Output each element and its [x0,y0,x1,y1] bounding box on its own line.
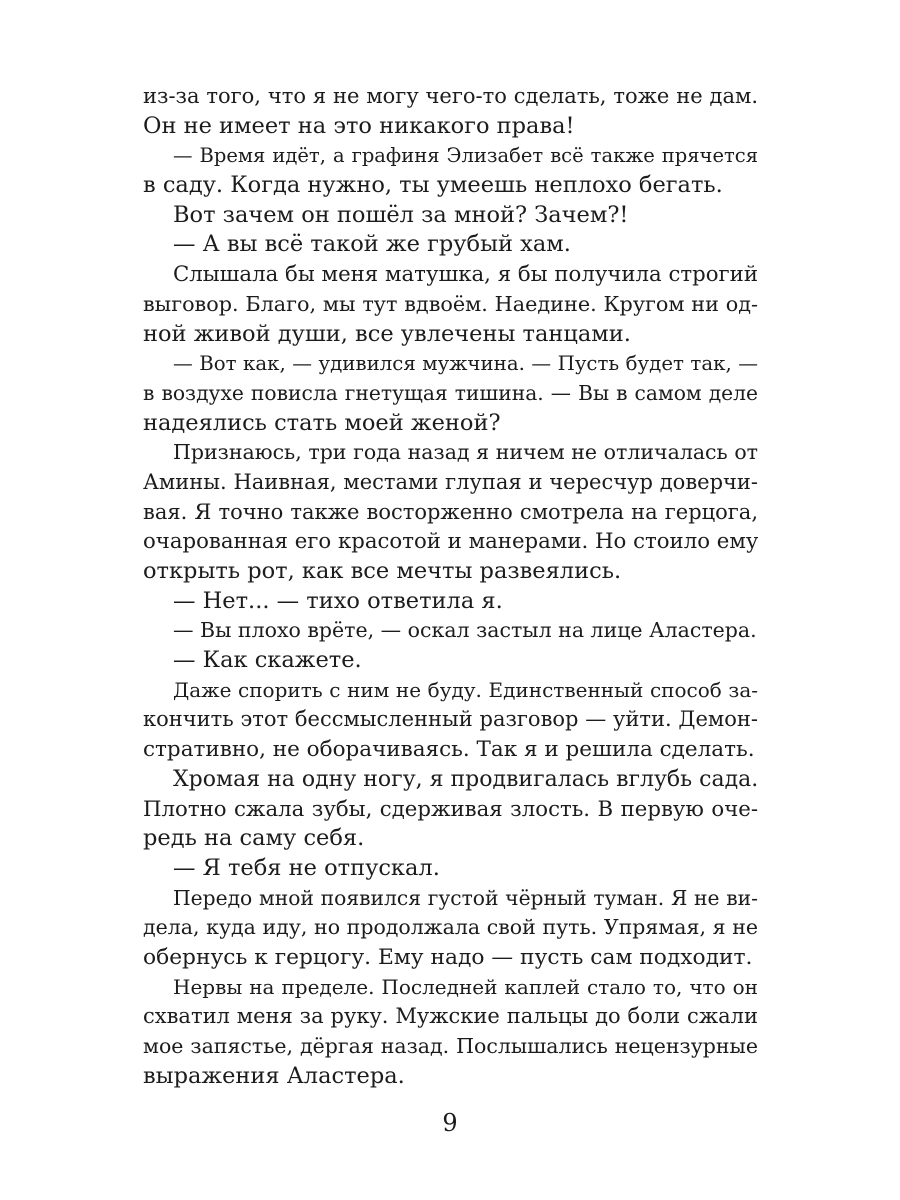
text-line: мое запястье, дёргая назад. Послышались нецензурные [143,1034,758,1058]
text-line: очарованная его красотой и манерами. Но стоило ему [143,529,758,555]
text-line: Даже спорить с ним не буду. Единственный способ за- [173,677,758,702]
text-line: кончить этот бессмысленный разговор — уйти. Демон- [143,707,758,732]
text-line: стративно, не оборачиваясь. Так я и решила сделать. [143,737,755,763]
text-line: Вот зачем он пошёл за мной? Зачем?! [173,201,629,228]
text-line: в воздухе повисла гнетущая тишина. — Вы в самом деле [143,380,758,405]
text-line: — Я тебя не отпускал. [173,854,440,881]
text-line: Нервы на пределе. Последней каплей стало то, что он [173,974,758,999]
text-line: из-за того, что я не могу чего-то сделать, тоже не дам. [143,84,758,108]
text-line: — Вы плохо врёте, — оскал застыл на лице Аластера. [173,618,757,643]
text-line: в саду. Когда нужно, ты умеешь неплохо бегать. [143,172,723,199]
text-line: редь на саму себя. [143,825,365,852]
text-line: обернусь к герцогу. Ему надо — пусть сам подходит. [143,944,753,970]
text-line: Плотно сжала зубы, сдерживая злость. В первую оче- [143,796,758,822]
text-line: Слышала бы меня матушка, я бы получила строгий [173,262,758,288]
text-line: Признаюсь, три года назад я ничем не отличалась от [173,440,758,465]
text-line: схватил меня за руку. Мужские пальцы до боли сжали [143,1004,758,1029]
text-line: — Время идёт, а графиня Элизабет всё также прячется [173,144,758,168]
body-text [143,82,758,1091]
text-line: дела, куда иду, но продолжала свой путь. Упрямая, я не [143,915,758,940]
page-number: 9 [442,1109,458,1137]
text-line: вая. Я точно также восторженно смотрела на герцога, [143,499,758,524]
text-line: Хромая на одну ногу, я продвигалась вглубь сада. [173,766,758,792]
text-line: выражения Аластера. [143,1062,405,1089]
text-line: — Нет... — тихо ответила я. [173,587,503,614]
text-line: выговор. Благо, мы тут вдвоём. Наедине. Кругом ни од- [143,291,758,316]
text-line: — А вы всё такой же грубый хам. [173,231,571,258]
text-line: надеялись стать моей женой? [143,409,501,436]
text-line: ной живой души, все увлечены танцами. [143,320,631,347]
text-line: открыть рот, как все мечты развеялись. [143,558,622,584]
text-line: Амины. Наивная, местами глупая и чересчур доверчи- [143,469,758,494]
text-line: Он не имеет на это никакого права! [143,112,575,139]
text-line: Передо мной появился густой чёрный туман. Я не ви- [173,885,758,910]
text-line: — Как скажете. [173,647,362,674]
text-line: — Вот как, — удивился мужчина. — Пусть будет так, — [173,352,758,376]
